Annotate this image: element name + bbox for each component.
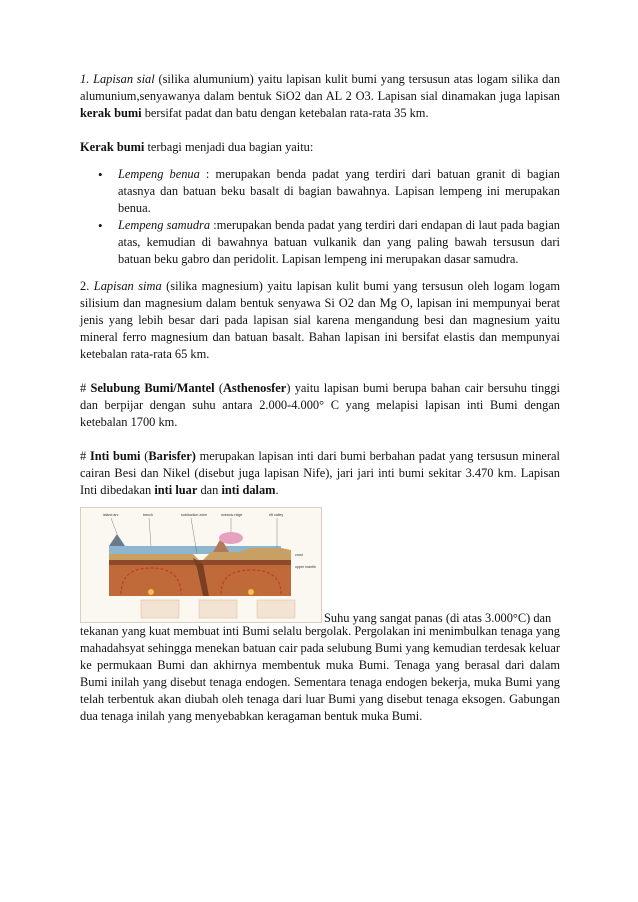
- paragraph-text: ) yaitu lapisan bumi berupa bahan cair bersuhu tinggi dan berpijar dengan suhu antara 2.000-4.000° C yang melapisi lapisan inti Bumi dengan ketebalan 1700 km.: [80, 381, 561, 429]
- list-item-text: : merupakan benda padat yang terdiri dari batuan granit di bagian atasnya dan batuan beku basalt di bagian bawahnya. Lapisan lempeng ini merupakan benua.: [118, 167, 560, 215]
- bullet-list: [80, 166, 560, 268]
- term-lempeng-samudra: Lempeng samudra: [118, 218, 211, 232]
- bold-barisfer: Barisfer): [148, 449, 196, 463]
- heat-source: [248, 589, 254, 595]
- note-box: [141, 600, 179, 618]
- item-number: 1.: [80, 72, 94, 86]
- paragraph-selubung-bumi: [80, 380, 560, 431]
- paragraph-suhu: tekanan yang kuat membuat inti Bumi selalu bergolak. Pergolakan ini menimbulkan tenaga yang mahadahsyat sehingga menekan batuan cair pada selubung Bumi yang kemudian terdesak keluar ke permukaan Bumi dan akhirnya membentuk muka Bumi. Tenaga yang berasal dari dalam Bumi inilah yang disebut tenaga endogen. Sementara tenaga endogen bekerja, muka Bumi yang telah terbentuk akan diubah oleh tenaga dari luar Bumi yang disebut tenaga eksogen. Gabungan dua tenaga inilah yang menyebabkan keragaman bentuk muka Bumi.: [80, 624, 560, 723]
- plate-tectonics-diagram: [80, 507, 322, 623]
- bold-kerak-bumi-heading: Kerak bumi: [80, 140, 145, 154]
- paragraph-inti-bumi: [80, 448, 560, 499]
- term-lempeng-benua: Lempeng benua: [118, 167, 200, 181]
- note-box: [199, 600, 237, 618]
- paragraph-text: .: [275, 483, 279, 497]
- item-number: 2.: [80, 279, 94, 293]
- paren: (: [214, 381, 223, 395]
- label-rift-valley: rift valley: [269, 513, 284, 517]
- paren: (: [140, 449, 149, 463]
- bold-inti-bumi: Inti bumi: [89, 449, 141, 463]
- heat-source: [148, 589, 154, 595]
- hash-marker: #: [80, 381, 91, 395]
- bold-inti-luar: inti luar: [154, 483, 198, 497]
- bold-asthenosfer: Asthenosfer: [222, 381, 287, 395]
- label-crust: crust: [295, 553, 303, 557]
- list-item: [118, 166, 560, 217]
- paragraph-lapisan-sial: [80, 71, 560, 122]
- paragraph-lapisan-sima: [80, 278, 560, 363]
- magma-plume: [219, 532, 243, 544]
- bold-selubung-bumi: Selubung Bumi/Mantel: [90, 381, 215, 395]
- note-box: [257, 600, 295, 618]
- term-lapisan-sima: Lapisan sima: [93, 279, 162, 293]
- label-upper-mantle: upper mantle: [295, 565, 316, 569]
- label-subduction-zone: subduction zone: [181, 513, 208, 517]
- paragraph-first-line: Suhu yang sangat panas (di atas 3.000°C) dan: [324, 611, 552, 625]
- bold-inti-dalam: inti dalam: [221, 483, 276, 497]
- paragraph-text: merupakan lapisan inti dari bumi berbahan padat yang tersusun mineral cairan Besi dan Nikel (disebut juga lapisan Nife), jari jari inti bumi sekitar 3.470 km. Lapisan Inti dibedakan: [80, 449, 560, 497]
- list-item: [118, 217, 560, 268]
- paragraph-text: bersifat padat dan batu dengan ketebalan rata-rata 35 km.: [141, 106, 429, 120]
- diagram-svg: [81, 508, 321, 622]
- bold-kerak-bumi: kerak bumi: [80, 106, 142, 120]
- figure-row: [80, 507, 560, 623]
- list-item-text: :merupakan benda padat yang terdiri dari endapan di laut pada bagian atas, kemudian di bawahnya batuan vulkanik dan yang paling bawah tersusun dari batuan beku gabro dan peridolit. Lapisan lempeng ini merupakan dasar samudra.: [118, 218, 560, 266]
- paragraph-text: (silika magnesium) yaitu lapisan kulit bumi yang tersusun oleh logam logam silisium dan magnesium dalam bentuk senyawa Si O2 dan Mg O, lapisan ini mempunyai berat jenis yang lebih besar dari pada lapisan sial karena mengandung besi dan magnesium yaitu mineral ferro magnesium dan batuan basalt. Bahan lapisan ini bersifat elastis dan mempunyai ketebalan rata-rata 65 km.: [80, 279, 561, 361]
- paragraph-text: terbagi menjadi dua bagian yaitu:: [144, 140, 314, 154]
- term-lapisan-sial: Lapisan sial: [93, 72, 155, 86]
- paragraph-text: (silika alumunium) yaitu lapisan kulit bumi yang tersusun atas logam silika dan alumunium,senyawanya dalam bentuk SiO2 dan AL 2 O3. Lapisan sial dinamakan juga lapisan: [80, 72, 561, 103]
- label-trench: trench: [143, 513, 153, 517]
- paragraph-kerak-bumi: [80, 139, 560, 156]
- label-oceanic-ridge: oceanic ridge: [221, 513, 243, 517]
- hash-marker: #: [80, 449, 90, 463]
- document-body: [80, 71, 560, 742]
- label-island-arc: island arc: [103, 513, 119, 517]
- paragraph-text: dan: [197, 483, 222, 497]
